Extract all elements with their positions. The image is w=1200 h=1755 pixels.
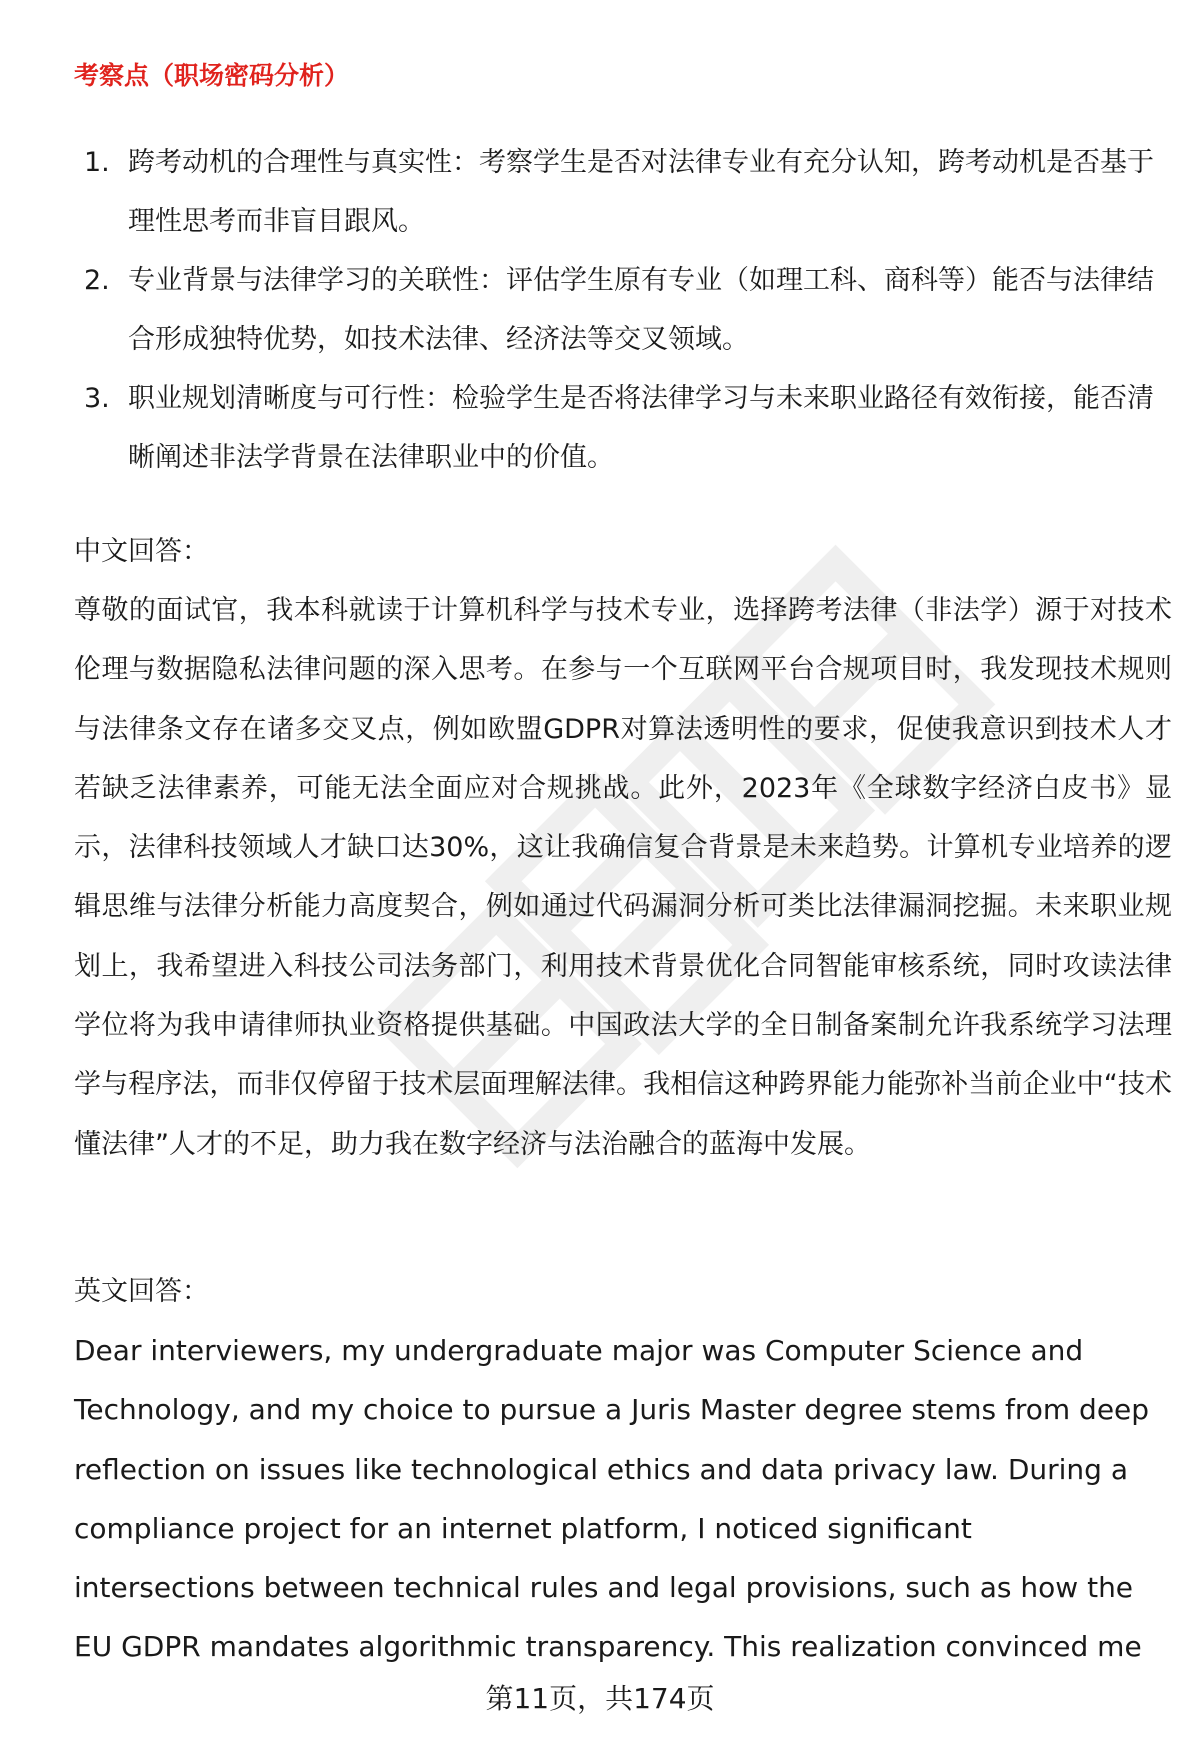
chinese-answer-text: 尊敬的面试官，我本科就读于计算机科学与技术专业，选择跨考法律（非法学）源于对技术伦理与数据隐私法律问题的深入思考。在参与一个互联网平台合规项目时，我发现技术规则与法律条文存在诸多交叉点，例如欧盟GDPR对算法透明性的要求，促使我意识到技术人才若缺乏法律素养，可能无法全面应对合规挑战。此外，2023年《全球数字经济白皮书》显示，法律科技领域人才缺口达30%，这让我确信复合背景是未来趋势。计算机专业培养的逻辑思维与法律分析能力高度契合，例如通过代码漏洞分析可类比法律漏洞挖掘。未来职业规划上，我希望进入科技公司法务部门，利用技术背景优化合同智能审核系统，同时攻读法律学位将为我申请律师执业资格提供基础。中国政法大学的全日制备案制允许我系统学习法理学与程序法，而非仅停留于技术层面理解法律。我相信这种跨界能力能弥补当前企业中“技术懂法律”人才的不足，助力我在数字经济与法治融合的蓝海中发展。 bbox=[74, 595, 1172, 1160]
list-item bbox=[84, 369, 1164, 487]
page-number-footer: 第11页，共174页 bbox=[485, 1682, 715, 1715]
list-item-number: 1. bbox=[84, 147, 110, 178]
english-answer-text: Dear interviewers, my undergraduate major was Computer Science and Technology, and my choice to pursue a Juris Master degree stems from deep reflection on issues like technological ethics and data privacy law. During a compliance project for an internet platform, I noticed significant intersections between technical rules and legal provisions, such as how the EU GDPR mandates algorithmic transparency. This realization convinced me bbox=[74, 1334, 1150, 1664]
list-item-text: 职业规划清晰度与可行性：检验学生是否将法律学习与未来职业路径有效衔接，能否清晰阐述非法学背景在法律职业中的价值。 bbox=[128, 383, 1154, 473]
list-item-number: 2. bbox=[84, 265, 110, 296]
chinese-answer-label: 中文回答： bbox=[74, 536, 209, 567]
english-answer-label: 英文回答： bbox=[74, 1276, 209, 1307]
list-item-text: 跨考动机的合理性与真实性：考察学生是否对法律专业有充分认知，跨考动机是否基于理性思考而非盲目跟风。 bbox=[128, 147, 1154, 237]
exam-points-list bbox=[84, 133, 1164, 487]
list-item-text: 专业背景与法律学习的关联性：评估学生原有专业（如理工科、商科等）能否与法律结合形成独特优势，如技术法律、经济法等交叉领域。 bbox=[128, 265, 1154, 355]
list-item-number: 3. bbox=[84, 383, 110, 414]
chinese-answer-section bbox=[74, 522, 1172, 1174]
english-answer-section bbox=[74, 1262, 1172, 1677]
section-title: 考察点（职场密码分析） bbox=[74, 61, 350, 90]
list-item bbox=[84, 133, 1164, 251]
list-item bbox=[84, 251, 1164, 369]
